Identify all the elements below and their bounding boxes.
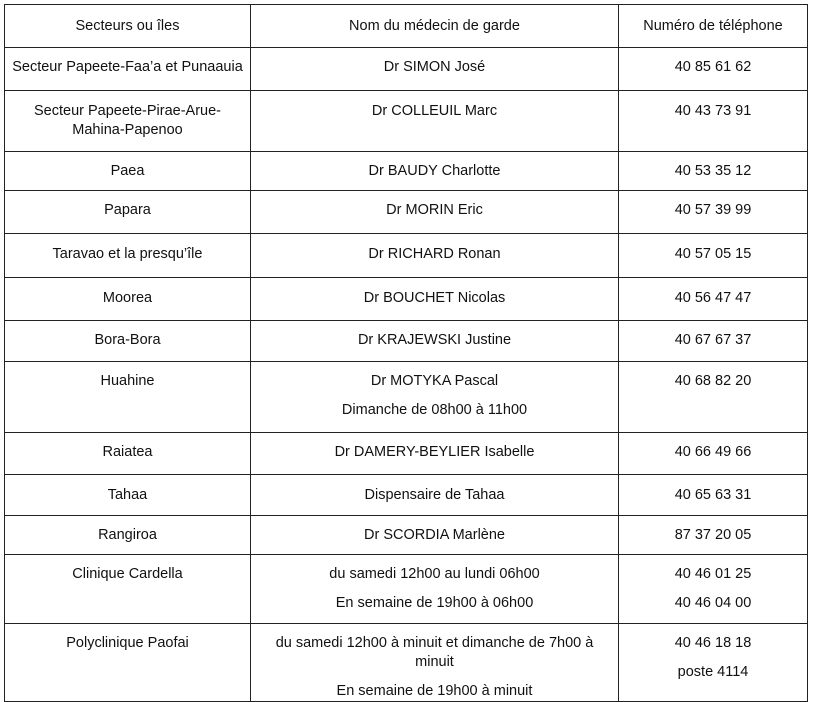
cell-sector: Papara	[5, 191, 251, 234]
table-row	[5, 91, 808, 152]
table-row	[5, 48, 808, 91]
cell-doctor: Dr KRAJEWSKI Justine	[251, 321, 619, 362]
cell-phone: 40 43 73 91	[619, 91, 808, 152]
cell-doctor: Dr RICHARD Ronan	[251, 234, 619, 278]
schedule-weekday: En semaine de 19h00 à 06h00	[335, 595, 534, 611]
cell-sector: Huahine	[5, 362, 251, 433]
phone-extension: poste 4114	[677, 664, 749, 680]
phone-primary: 40 46 01 25	[674, 566, 752, 582]
schedule-weekday: En semaine de 19h00 à minuit	[336, 683, 533, 699]
cell-sector: Secteur Papeete-Faa’a et Punaauia	[5, 48, 251, 91]
cell-phone: 40 66 49 66	[619, 433, 808, 475]
table-row	[5, 191, 808, 234]
cell-sector: Tahaa	[5, 475, 251, 516]
cell-doctor	[251, 555, 619, 624]
cell-doctor	[251, 624, 619, 702]
table-row	[5, 152, 808, 191]
cell-sector: Moorea	[5, 278, 251, 321]
phone-primary: 40 46 18 18	[674, 635, 752, 651]
cell-sector: Secteur Papeete-Pirae-Arue-Mahina-Papenoo	[5, 91, 251, 152]
table-row	[5, 362, 808, 433]
on-call-doctors-table	[4, 4, 808, 702]
cell-phone: 40 56 47 47	[619, 278, 808, 321]
schedule-weekend: du samedi 12h00 à minuit et dimanche de 7h00 à minuit	[275, 635, 594, 670]
cell-sector: Rangiroa	[5, 516, 251, 555]
cell-sector: Taravao et la presqu’île	[5, 234, 251, 278]
cell-phone: 40 65 63 31	[619, 475, 808, 516]
cell-phone: 40 53 35 12	[619, 152, 808, 191]
cell-sector: Polyclinique Paofai	[5, 624, 251, 702]
cell-sector: Bora-Bora	[5, 321, 251, 362]
table-row	[5, 624, 808, 702]
cell-doctor: Dr SCORDIA Marlène	[251, 516, 619, 555]
cell-phone: 40 67 67 37	[619, 321, 808, 362]
schedule-weekend: du samedi 12h00 au lundi 06h00	[329, 566, 540, 582]
table-body	[5, 48, 808, 702]
table-row	[5, 433, 808, 475]
cell-doctor: Dispensaire de Tahaa	[251, 475, 619, 516]
table-header	[5, 5, 808, 48]
phone-secondary: 40 46 04 00	[674, 595, 752, 611]
cell-sector: Clinique Cardella	[5, 555, 251, 624]
cell-phone	[619, 624, 808, 702]
cell-doctor: Dr DAMERY-BEYLIER Isabelle	[251, 433, 619, 475]
cell-phone: 40 85 61 62	[619, 48, 808, 91]
cell-doctor: Dr SIMON José	[251, 48, 619, 91]
cell-doctor: Dr COLLEUIL Marc	[251, 91, 619, 152]
cell-doctor: Dr BAUDY Charlotte	[251, 152, 619, 191]
table-row	[5, 278, 808, 321]
doctor-name: Dr MOTYKA Pascal	[370, 373, 499, 389]
header-row	[5, 5, 808, 48]
table-row	[5, 234, 808, 278]
cell-phone: 40 57 39 99	[619, 191, 808, 234]
cell-sector: Raiatea	[5, 433, 251, 475]
cell-sector: Paea	[5, 152, 251, 191]
table-row	[5, 475, 808, 516]
table-row	[5, 321, 808, 362]
cell-doctor	[251, 362, 619, 433]
doctor-schedule: Dimanche de 08h00 à 11h00	[341, 402, 528, 418]
cell-phone: 87 37 20 05	[619, 516, 808, 555]
cell-phone	[619, 555, 808, 624]
cell-phone: 40 68 82 20	[619, 362, 808, 433]
cell-doctor: Dr MORIN Eric	[251, 191, 619, 234]
header-phone: Numéro de téléphone	[619, 5, 808, 48]
header-doctor: Nom du médecin de garde	[251, 5, 619, 48]
header-sector: Secteurs ou îles	[5, 5, 251, 48]
cell-doctor: Dr BOUCHET Nicolas	[251, 278, 619, 321]
table-row	[5, 555, 808, 624]
cell-phone: 40 57 05 15	[619, 234, 808, 278]
table-row	[5, 516, 808, 555]
